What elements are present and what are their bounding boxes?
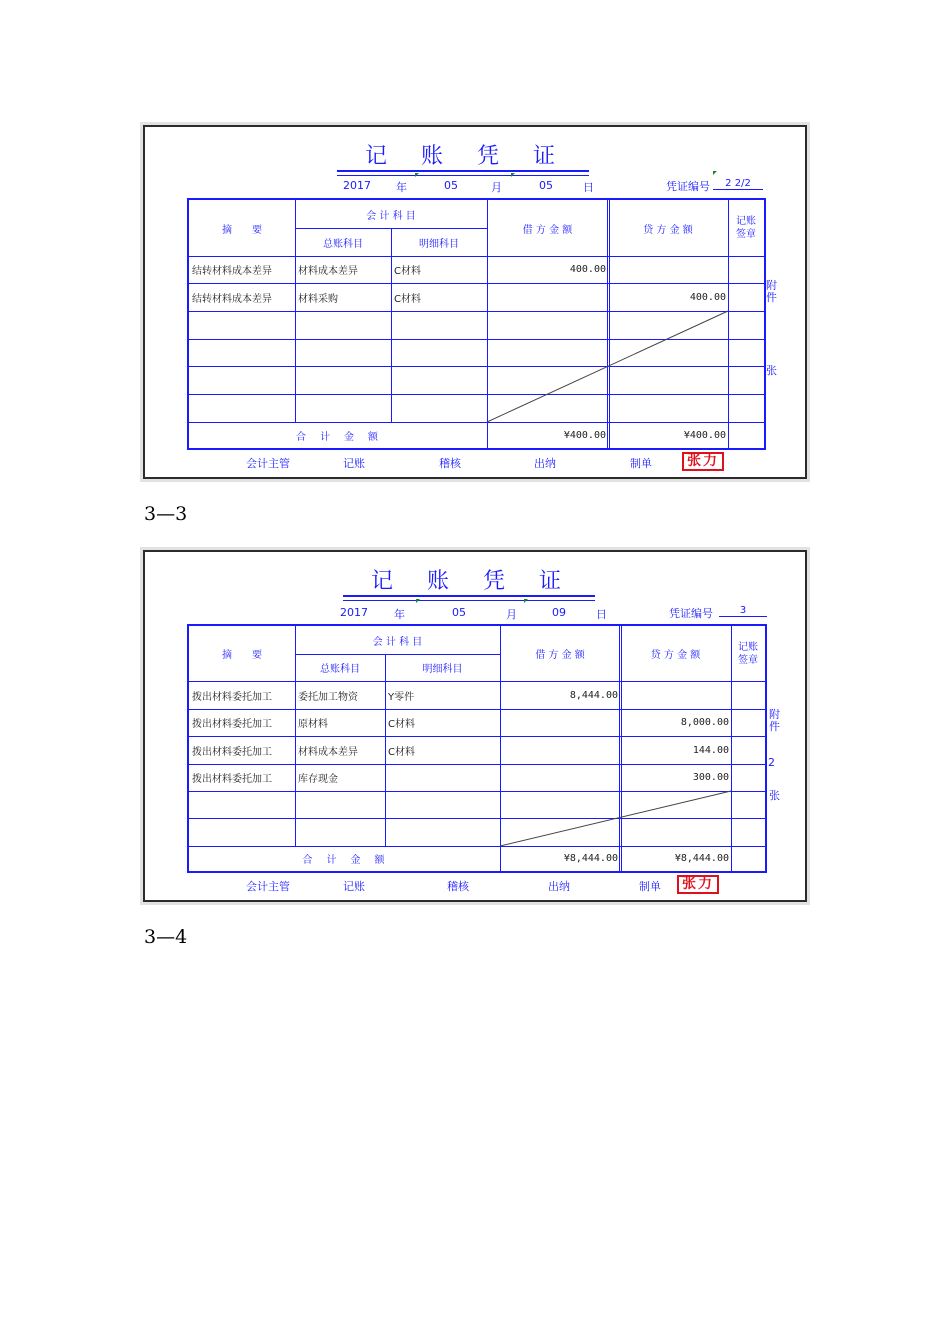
auditor-label: 稽核 [447,880,469,893]
preparer-stamp: 张力 [677,875,719,894]
voucher-2 [143,550,807,902]
voucher-table [187,198,766,450]
date-year-unit: 年 [396,181,407,194]
header-summary: 摘 要 [222,224,262,236]
row-summary: 拨出材料委托加工 [192,691,272,703]
date-day: 05 [539,179,553,192]
attachment-unit: 张 [766,364,777,377]
row-credit: 300.00 [692,772,729,783]
header-credit: 贷 方 金 额 [650,650,701,661]
caption-3-3: 3—3 [144,503,188,525]
auditor-label: 稽核 [439,457,461,470]
preparer-label: 制单 [639,880,661,893]
row-summary: 拨出材料委托加工 [192,719,272,730]
cashier-label: 出纳 [548,880,570,893]
row-credit: 400.00 [689,291,726,303]
date-day-unit: 日 [583,181,594,194]
attachment-label: 附件 [769,708,780,733]
caption-3-4: 3—4 [144,926,188,948]
row-detail: C材料 [388,719,415,730]
attachment-count: 2 [768,756,775,769]
total-label: 合 计 金 额 [302,855,387,866]
row-detail: C材料 [394,293,421,305]
attachment-unit: 张 [769,789,780,802]
date-day: 09 [552,606,566,619]
row-summary: 拨出材料委托加工 [192,746,272,758]
header-general-account: 总账科目 [323,238,363,250]
date-year-unit: 年 [394,608,405,621]
voucher-table [187,624,767,873]
preparer-label: 制单 [630,457,652,470]
voucher-no-label: 凭证编号 [669,607,713,620]
header-detail-account: 明细科目 [422,664,463,675]
header-general-account: 总账科目 [320,664,360,675]
row-debit: 400.00 [569,264,606,275]
voucher-title: 记 账 凭 证 [337,139,589,172]
row-general: 委托加工物资 [298,691,358,703]
cashier-label: 出纳 [534,457,556,470]
bookkeeper-label: 记账 [343,880,365,893]
row-summary: 结转材料成本差异 [192,293,272,305]
header-debit: 借 方 金 额 [522,224,573,236]
row-general: 材料成本差异 [298,746,358,758]
row-general: 材料采购 [298,293,338,305]
date-year: 2017 [343,179,371,192]
header-posted: 记账签章 [736,216,756,240]
cell-flag-icon [416,599,420,603]
voucher-no: 3 [719,605,767,617]
header-debit: 借 方 金 额 [535,650,585,661]
attachment-label: 附件 [766,279,777,304]
total-debit: ¥8,444.00 [563,853,618,864]
row-summary: 结转材料成本差异 [192,266,272,277]
row-general: 材料成本差异 [298,266,358,277]
row-general: 库存现金 [298,774,338,785]
row-general: 原材料 [298,719,328,730]
total-label: 合 计 金 额 [296,431,380,443]
header-account: 会 计 科 目 [366,210,416,222]
voucher-1 [143,125,807,479]
row-detail: Y零件 [388,691,415,703]
row-summary: 拨出材料委托加工 [192,774,272,785]
bookkeeper-label: 记账 [343,457,365,470]
supervisor-label: 会计主管 [246,880,290,893]
row-detail: C材料 [394,266,421,277]
row-debit: 8,444.00 [569,689,618,701]
date-month-unit: 月 [491,181,502,194]
total-credit: ¥400.00 [683,429,726,441]
cell-flag-icon [713,171,717,175]
cell-flag-icon [415,173,419,177]
date-month: 05 [452,606,466,619]
voucher-no: 2 2/2 [713,178,763,190]
total-debit: ¥400.00 [563,429,606,441]
date-day-unit: 日 [596,608,607,621]
date-year: 2017 [340,606,368,619]
cell-flag-icon [524,599,528,603]
voucher-title: 记 账 凭 证 [343,564,595,597]
header-account: 会 计 科 目 [372,636,423,648]
cell-flag-icon [511,173,515,177]
total-credit: ¥8,444.00 [674,853,729,864]
preparer-stamp: 张力 [682,452,724,471]
row-credit: 144.00 [692,744,729,756]
header-detail-account: 明细科目 [419,238,459,250]
supervisor-label: 会计主管 [246,457,290,470]
date-month: 05 [444,179,458,192]
header-posted: 记账签章 [738,641,758,666]
row-credit: 8,000.00 [680,717,729,728]
row-detail: C材料 [388,746,415,758]
date-month-unit: 月 [506,608,517,621]
header-credit: 贷 方 金 额 [643,224,693,236]
voucher-no-label: 凭证编号 [666,180,710,193]
header-summary: 摘 要 [222,650,262,661]
cancellation-line [189,626,765,871]
cancellation-line [189,200,764,448]
